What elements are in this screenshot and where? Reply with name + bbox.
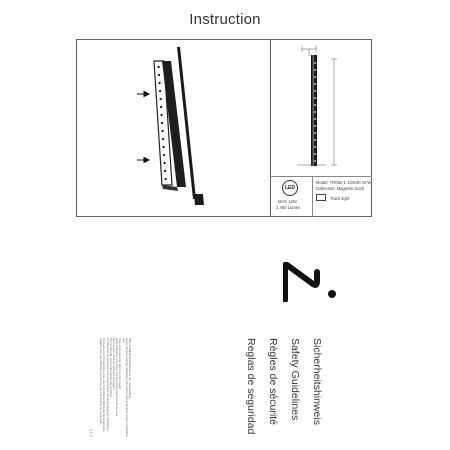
- small-print-line: use.: [121, 338, 126, 344]
- small-print-line: toute utilisation. Por favor, lea las instrucciones antes de usar.: [115, 338, 120, 418]
- front-view-body: [311, 55, 317, 166]
- track-light-icon: [316, 194, 326, 201]
- safety-small-print: [99, 338, 131, 437]
- small-print-line: Conservez les instructions pour une consultation ultérieure de la garantie.: [102, 338, 107, 433]
- small-print-line: lesen. Please read the following instructions and guidelines before installation: [124, 338, 129, 438]
- page-code: 4 1 2: [89, 429, 93, 437]
- heading-french: Règles de sécurité: [267, 338, 279, 425]
- heading-spanish: Reglas de seguridad: [245, 338, 257, 435]
- led-power: MAX 12W: [278, 199, 297, 204]
- led-lumen: 1 400 Lumen: [276, 205, 301, 210]
- spec-divider: [270, 176, 372, 177]
- small-print-line: Le fabricant ne peut être tenu responsable des dommages de l'utilisation.: [105, 338, 110, 432]
- heading-english: Safety Guidelines: [289, 338, 301, 421]
- heading-german: Sicherheitshinweis: [311, 338, 323, 425]
- collection-name: Collection: Magnetic track: [316, 186, 364, 191]
- small-print-line: Bitte Installationsanleitung vor der Verwendung: [128, 338, 132, 399]
- small-print-line: Valable pour une utilisation conforme aux instructions de la garantie.: [99, 338, 104, 426]
- brand-logo: [283, 262, 343, 302]
- product-type: Track light: [330, 196, 350, 201]
- dimension-drawing: [271, 39, 372, 176]
- small-print-line: Pour votre sécurité, lisez la notice avant: [118, 338, 123, 390]
- model-number: Model: TR082-1-12W4K-M-W: [316, 180, 372, 185]
- led-badge-icon: LED: [282, 180, 298, 196]
- small-print-line: Ne pas jeter avec les déchets ménagers.: [111, 338, 116, 391]
- track-light-illustration: [154, 47, 204, 205]
- page-title: Instruction: [189, 11, 261, 28]
- mounting-arrows: [137, 92, 149, 163]
- track-light-drawing: [76, 39, 270, 217]
- spec-column-divider: [312, 176, 313, 217]
- small-print-line: Por la vida útil, lea la información del producto.: [108, 338, 113, 398]
